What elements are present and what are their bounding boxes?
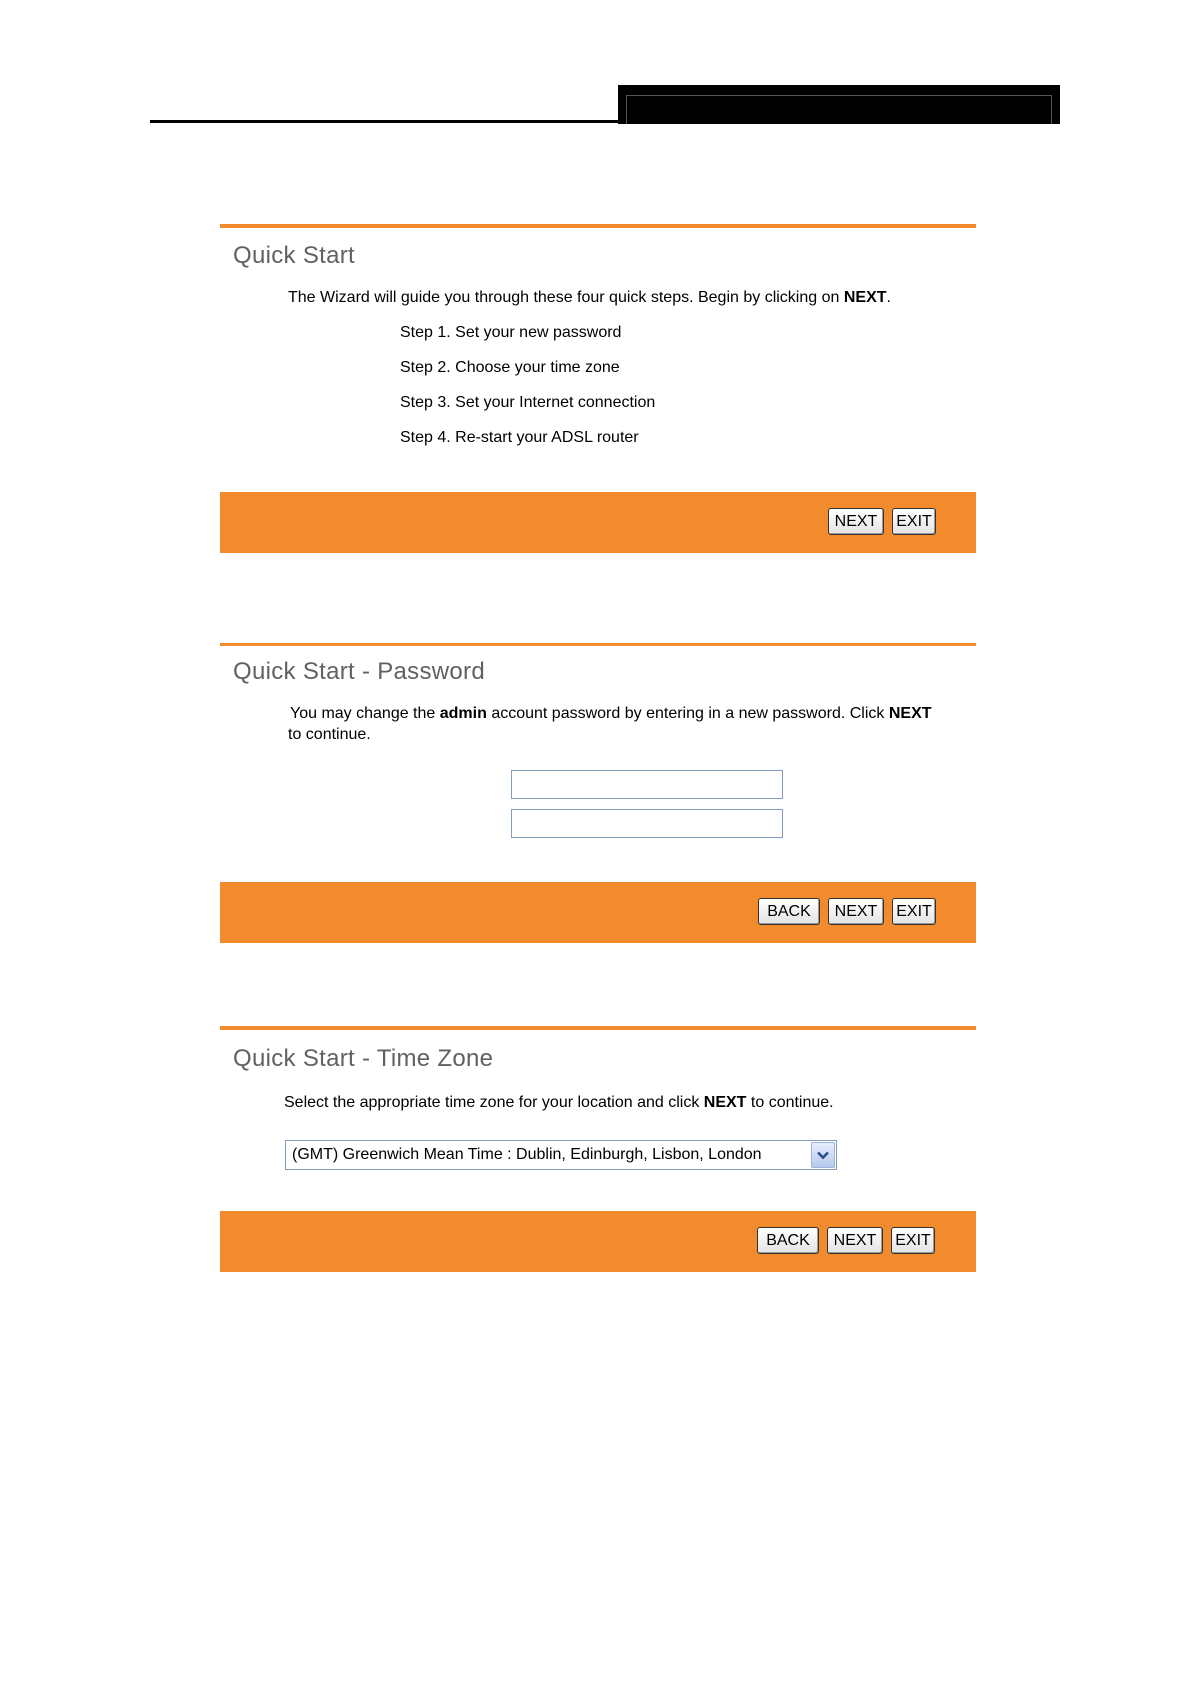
panel-footer bbox=[220, 492, 976, 553]
time-zone-select[interactable] bbox=[285, 1140, 837, 1170]
step-1: Step 1. Set your new password bbox=[400, 324, 622, 341]
back-button[interactable]: BACK bbox=[758, 898, 820, 925]
exit-button[interactable]: EXIT bbox=[891, 1227, 935, 1254]
intro-text: Select the appropriate time zone for your location and click NEXT to continue. bbox=[284, 1094, 834, 1111]
next-button[interactable]: NEXT bbox=[828, 508, 884, 535]
confirmed-password-input[interactable] bbox=[511, 809, 783, 838]
intro-text: The Wizard will guide you through these four quick steps. Begin by clicking on NEXT. bbox=[288, 289, 891, 306]
panel-title: Quick Start - Time Zone bbox=[233, 1045, 494, 1072]
panel-top-rule bbox=[220, 643, 976, 646]
header-rule bbox=[150, 120, 618, 123]
panel-footer bbox=[220, 882, 976, 943]
next-button[interactable]: NEXT bbox=[828, 898, 884, 925]
intro-text-continued: to continue. bbox=[288, 726, 371, 743]
step-3: Step 3. Set your Internet connection bbox=[400, 394, 656, 411]
panel-title: Quick Start - Password bbox=[233, 658, 486, 685]
back-button[interactable]: BACK bbox=[757, 1227, 819, 1254]
password-panel bbox=[220, 643, 976, 943]
step-2: Step 2. Choose your time zone bbox=[400, 359, 620, 376]
quick-start-panel bbox=[220, 224, 976, 554]
exit-button[interactable]: EXIT bbox=[892, 508, 936, 535]
panel-top-rule bbox=[220, 224, 976, 228]
intro-text: You may change the admin account password by entering in a new password. Click NEXT bbox=[290, 705, 932, 722]
panel-title: Quick Start bbox=[233, 242, 355, 269]
step-4: Step 4. Re-start your ADSL router bbox=[400, 429, 639, 446]
next-button[interactable]: NEXT bbox=[827, 1227, 883, 1254]
panel-footer bbox=[220, 1211, 976, 1272]
header-bar bbox=[618, 85, 1060, 124]
panel-top-rule bbox=[220, 1026, 976, 1030]
exit-button[interactable]: EXIT bbox=[892, 898, 936, 925]
time-zone-panel bbox=[220, 1026, 976, 1276]
chevron-down-icon[interactable] bbox=[811, 1142, 835, 1168]
time-zone-selected-value: (GMT) Greenwich Mean Time : Dublin, Edinburgh, Lisbon, London bbox=[292, 1146, 762, 1163]
new-password-input[interactable] bbox=[511, 770, 783, 799]
